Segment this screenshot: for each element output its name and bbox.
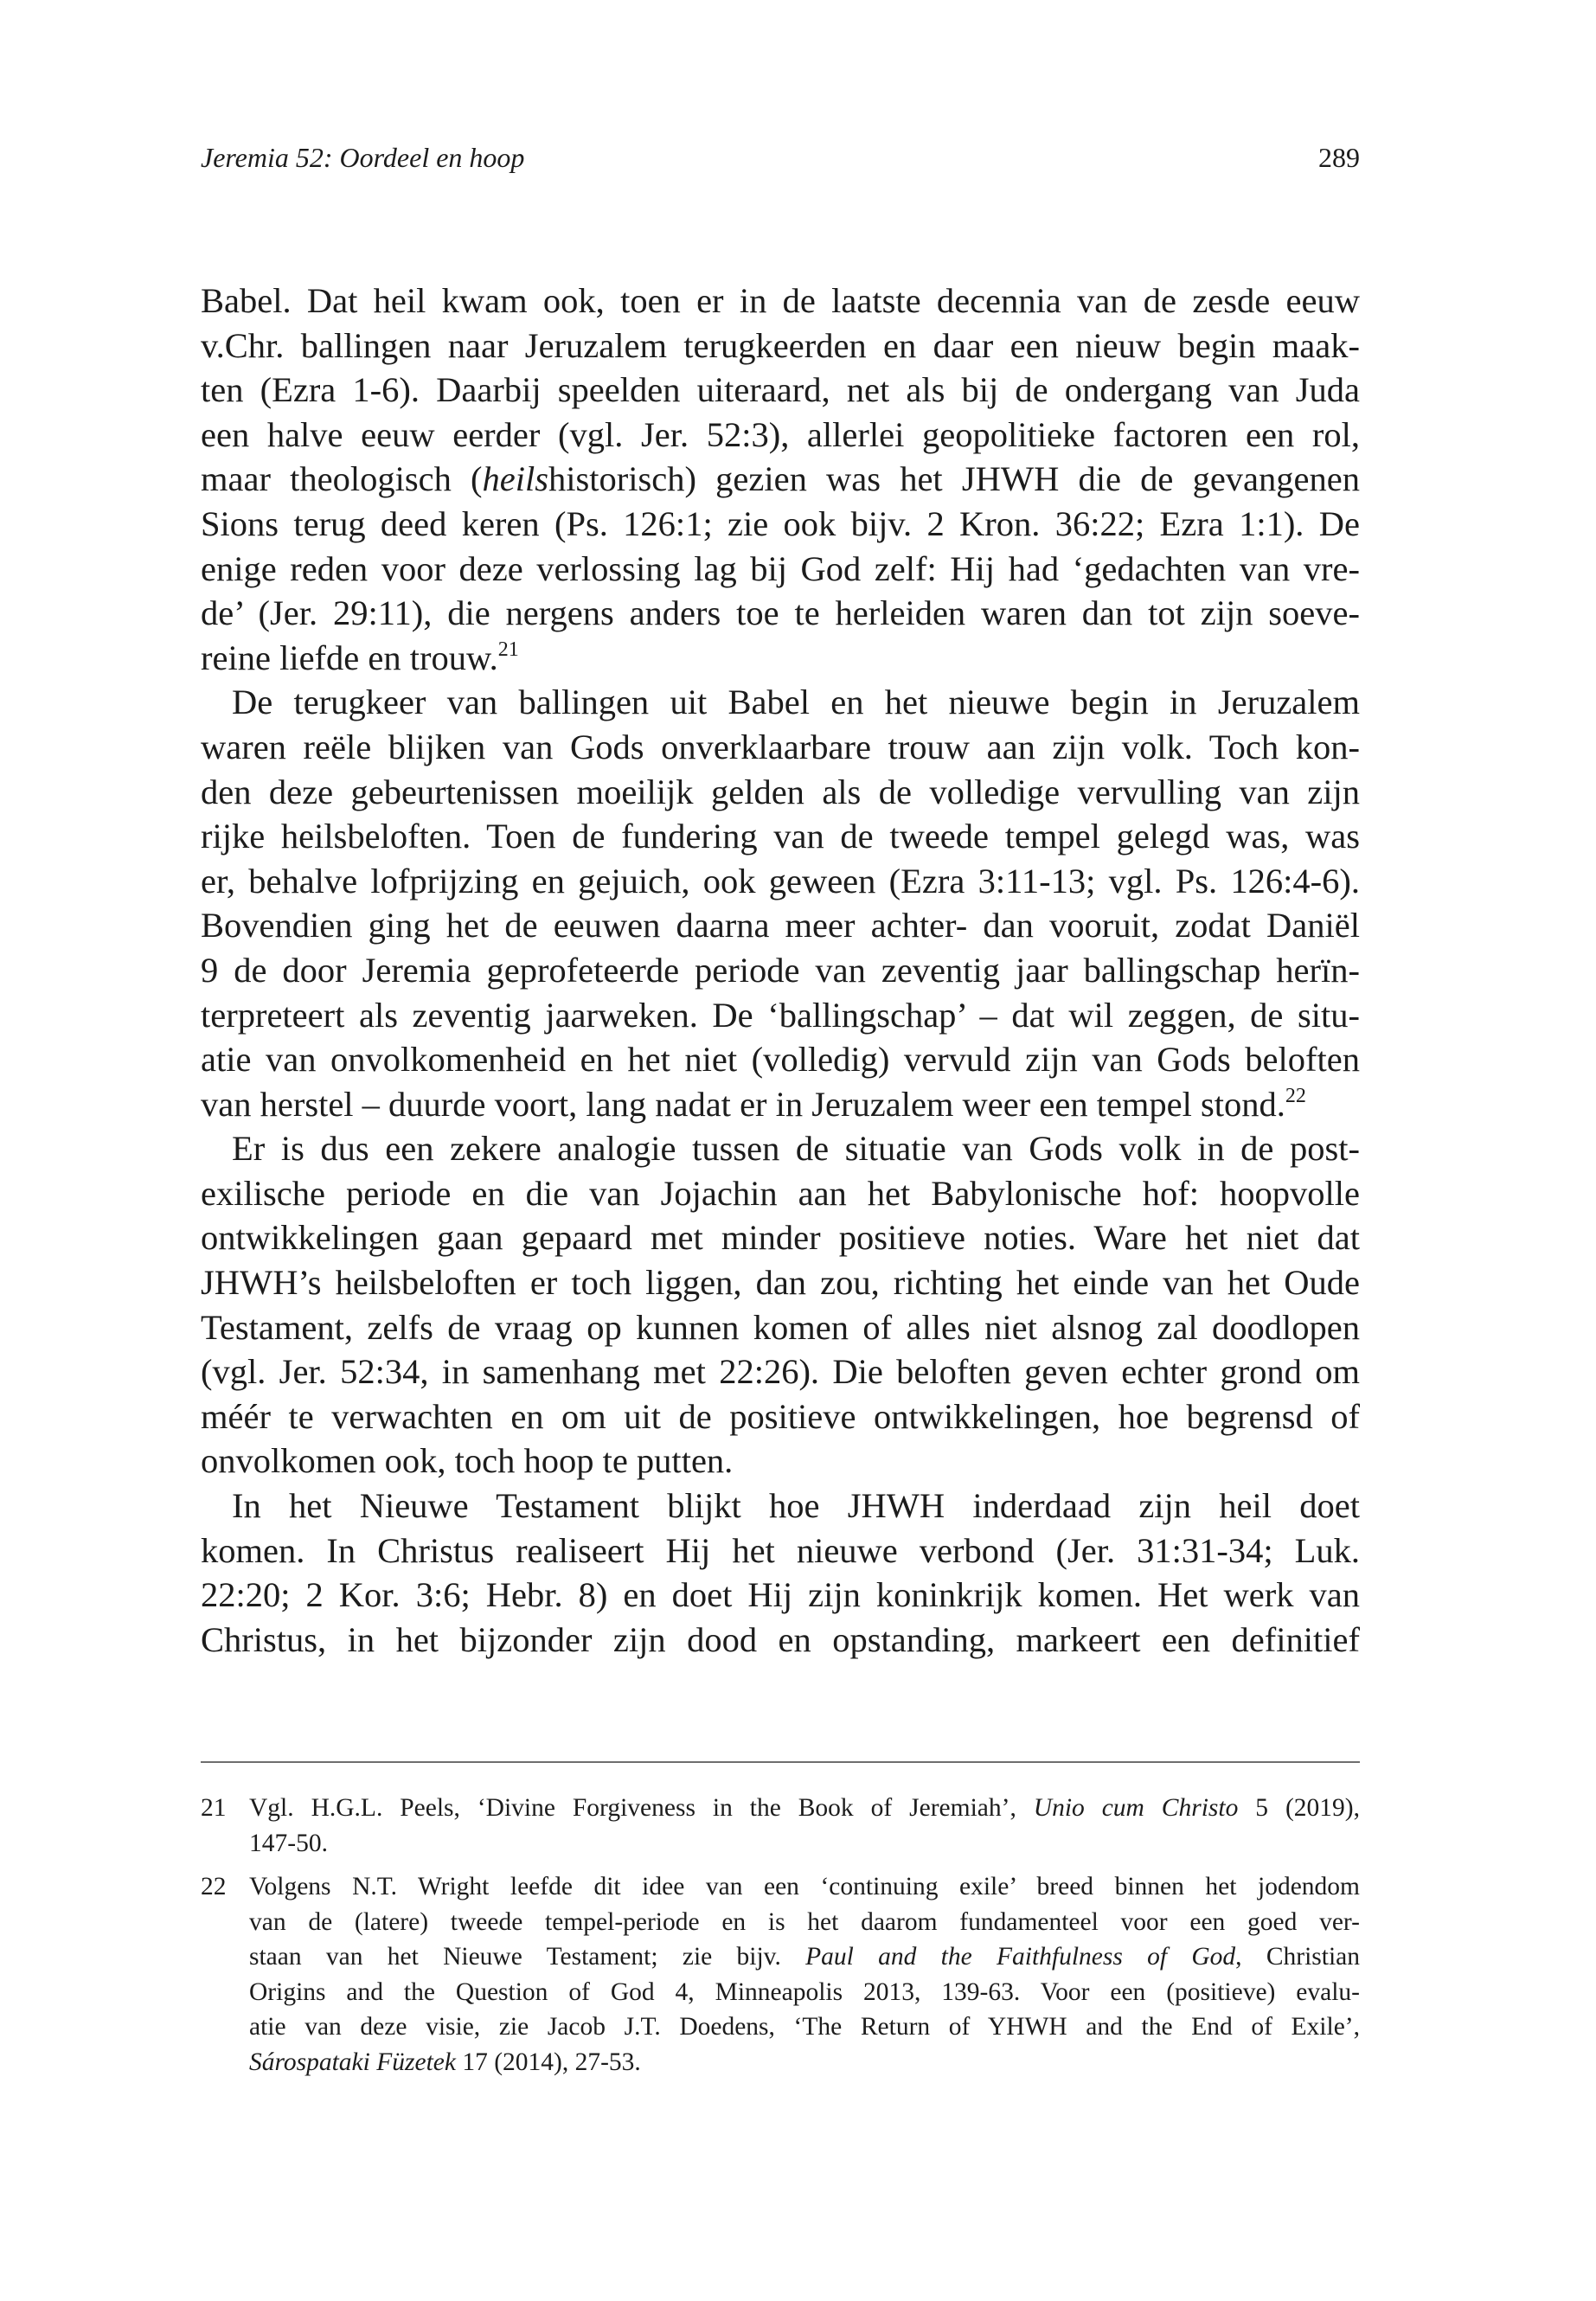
- body-text: [201, 279, 1360, 1662]
- text-line: komen. In Christus realiseert Hij het nieuwe verbond (Jer. 31:31-34; Luk.: [201, 1530, 1360, 1570]
- text-line: terpreteert als zeventig jaarweken. De ‘ballingschap’ – dat wil zeggen, de situ-: [201, 995, 1360, 1035]
- text-line: 9 de door Jeremia geprofeteerde periode van zeventig jaar ballingschap herïn-: [201, 950, 1360, 990]
- italic-run: heils: [482, 459, 549, 499]
- footnote-line: Volgens N.T. Wright leefde dit idee van een ‘continuing exile’ breed binnen het jodendom: [249, 1873, 1360, 1900]
- text-line: rijke heilsbeloften. Toen de fundering van de tweede tempel gelegd was, was: [201, 817, 1360, 856]
- text-line: Testament, zelfs de vraag op kunnen komen of alles niet alsnog zal doodlopen: [201, 1307, 1360, 1347]
- running-head: [201, 140, 1360, 175]
- text-line: méér te verwachten en om uit de positieve ontwikkelingen, hoe begrensd of: [201, 1396, 1360, 1436]
- text-line: Christus, in het bijzonder zijn dood en opstanding, markeert een definitief: [201, 1619, 1360, 1659]
- text-line: [201, 1082, 1360, 1127]
- footnote-line: Origins and the Question of God 4, Minneapolis 2013, 139-63. Voor een (positieve) evalu-: [249, 1977, 1360, 2006]
- footnote-line: 147-50.: [249, 1829, 328, 1857]
- text-line: In het Nieuwe Testament blijkt hoe JHWH inderdaad zijn heil doet: [232, 1486, 1360, 1526]
- footnote: [201, 1791, 1360, 1861]
- footnote-line: [249, 2045, 1360, 2080]
- text-line: 22:20; 2 Kor. 3:6; Hebr. 8) en doet Hij zijn koninkrijk komen. Het werk van: [201, 1575, 1360, 1615]
- footnote-reference[interactable]: 22: [1285, 1084, 1306, 1107]
- text-line: (vgl. Jer. 52:34, in samenhang met 22:26). Die beloften geven echter grond om: [201, 1352, 1360, 1392]
- text-line: [201, 636, 1360, 681]
- paragraph: [201, 1126, 1360, 1484]
- text-run: reine liefde en trouw.: [201, 638, 498, 677]
- footnote-line: [249, 1939, 1360, 1975]
- text-line: er, behalve lofprijzing en gejuich, ook geween (Ezra 3:11-13; vgl. Ps. 126:4-6).: [201, 861, 1360, 901]
- text-line: JHWH’s heilsbeloften er toch liggen, dan zou, richting het einde van het Oude: [201, 1263, 1360, 1303]
- text-line: enige reden voor deze verlossing lag bij God zelf: Hij had ‘gedachten van vre-: [201, 548, 1360, 588]
- text-line: Bovendien ging het de eeuwen daarna meer achter- dan vooruit, zodat Daniël: [201, 906, 1360, 945]
- text-line: Er is dus een zekere analogie tussen de situatie van Gods volk in de post-: [232, 1129, 1360, 1169]
- text-line: De terugkeer van ballingen uit Babel en het nieuwe begin in Jeruzalem: [232, 683, 1360, 722]
- italic-run: Sárospataki Füzetek: [249, 2048, 456, 2076]
- footnote-number: 21: [201, 1794, 227, 1822]
- paragraph: [201, 680, 1360, 1126]
- footnote-reference[interactable]: 21: [497, 638, 519, 661]
- paragraph: [201, 1484, 1360, 1662]
- text-run: , Christian: [1235, 1943, 1360, 1971]
- text-line: exilische periode en die van Jojachin aan het Babylonische hof: hoopvolle: [201, 1173, 1360, 1213]
- text-run: staan van het Nieuwe Testament; zie bijv.: [249, 1943, 806, 1971]
- text-line: ten (Ezra 1-6). Daarbij speelden uiteraard, net als bij de ondergang van Juda: [201, 370, 1360, 410]
- footnotes: [201, 1791, 1360, 2088]
- text-line: een halve eeuw eerder (vgl. Jer. 52:3), allerlei geopolitieke factoren een rol,: [201, 414, 1360, 454]
- text-line: Babel. Dat heil kwam ook, toen er in de laatste decennia van de zesde eeuw: [201, 281, 1360, 320]
- text-run: maar theologisch (: [201, 459, 483, 499]
- page-number: 289: [1318, 142, 1360, 173]
- text-line: de’ (Jer. 29:11), die nergens anders toe te herleiden waren dan tot zijn soeve-: [201, 593, 1360, 633]
- text-line: [201, 457, 1360, 502]
- text-run: Vgl. H.G.L. Peels, ‘Divine Forgiveness in the Book of Jeremiah’,: [249, 1794, 1034, 1822]
- italic-run: Paul and the Faithfulness of God: [805, 1943, 1236, 1971]
- text-run: 5 (2019),: [1238, 1794, 1360, 1822]
- italic-run: Unio cum Christo: [1033, 1794, 1239, 1822]
- footnote: [201, 1869, 1360, 2080]
- footnote-line: van de (latere) tweede tempel-periode en is het daarom fundamenteel voor een goed ver-: [249, 1907, 1360, 1936]
- text-line: den deze gebeurtenissen moeilijk gelden als de volledige vervulling van zijn: [201, 772, 1360, 811]
- text-line: onvolkomen ook, toch hoop te putten.: [201, 1441, 734, 1481]
- paragraph: [201, 279, 1360, 680]
- text-run: van herstel – duurde voort, lang nadat er in Jeruzalem weer een tempel stond.: [201, 1084, 1285, 1124]
- text-run: 17 (2014), 27-53.: [455, 2048, 641, 2076]
- text-line: v.Chr. ballingen naar Jeruzalem terugkeerden en daar een nieuw begin maak-: [201, 325, 1360, 365]
- running-head-title: Jeremia 52: Oordeel en hoop: [201, 142, 525, 173]
- text-run: historisch) gezien was het JHWH die de gevangenen: [548, 459, 1360, 499]
- footnote-line: [249, 1791, 1360, 1826]
- footnote-separator: [201, 1761, 1360, 1763]
- footnote-number: 22: [201, 1873, 227, 1900]
- footnote-line: atie van deze visie, zie Jacob J.T. Doedens, ‘The Return of YHWH and the End of Exile’,: [249, 2013, 1360, 2041]
- text-line: waren reële blijken van Gods onverklaarbare trouw aan zijn volk. Toch kon-: [201, 727, 1360, 766]
- text-line: atie van onvolkomenheid en het niet (volledig) vervuld zijn van Gods beloften: [201, 1040, 1360, 1080]
- text-line: ontwikkelingen gaan gepaard met minder positieve noties. Ware het niet dat: [201, 1218, 1360, 1258]
- text-line: Sions terug deed keren (Ps. 126:1; zie ook bijv. 2 Kron. 36:22; Ezra 1:1). De: [201, 503, 1360, 543]
